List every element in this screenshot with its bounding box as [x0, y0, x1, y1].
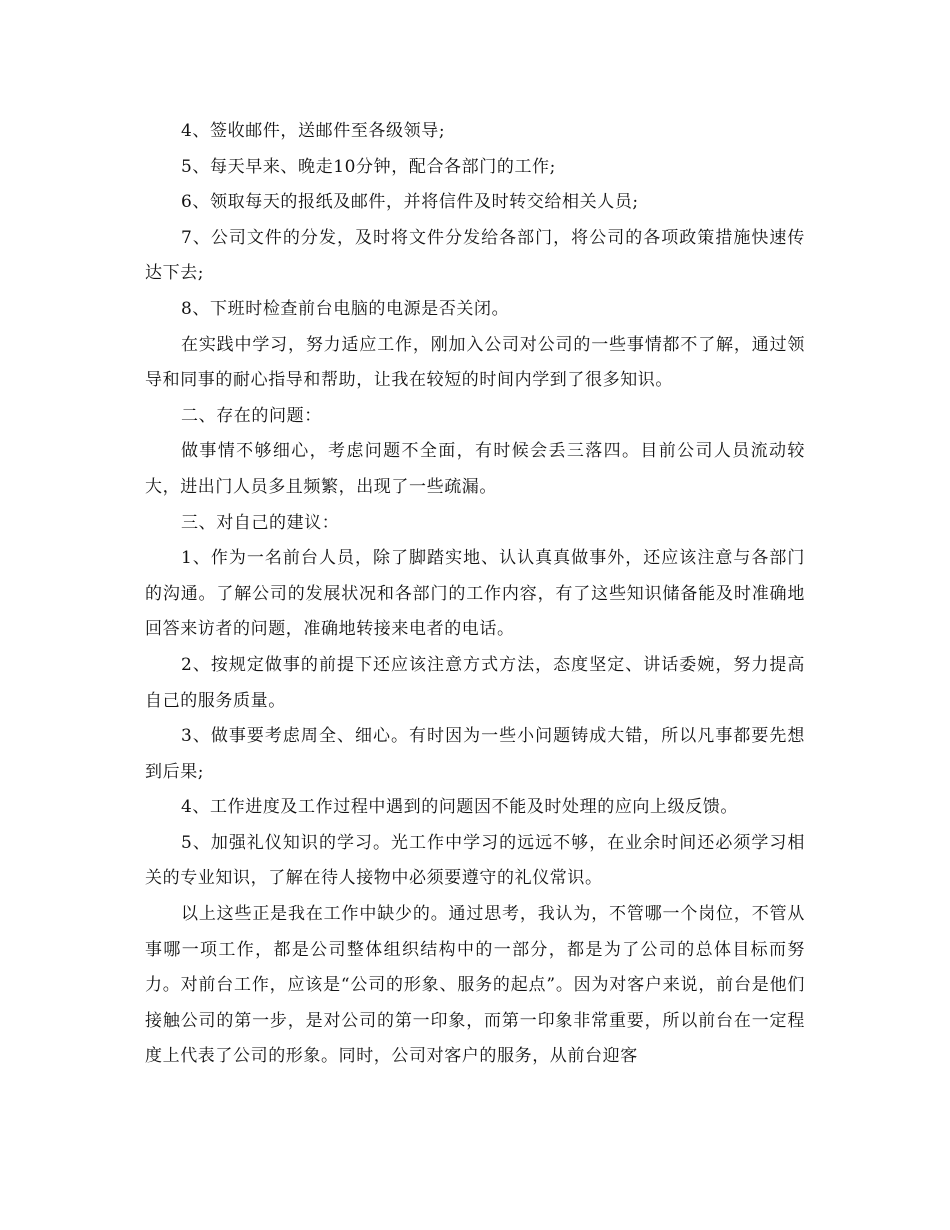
paragraph-suggestion-2: 2、按规定做事的前提下还应该注意方式方法，态度坚定、讲话委婉，努力提高自己的服务质量。: [145, 654, 805, 711]
paragraph-task-4: 4、签收邮件，送邮件至各级领导;: [181, 121, 446, 141]
paragraph-task-6: 6、领取每天的报纸及邮件，并将信件及时转交给相关人员;: [181, 192, 639, 213]
paragraph-suggestion-5: 5、加强礼仪知识的学习。光工作中学习的远远不够，在业余时间还必须学习相关的专业知识，了解在待人接物中必须要遵守的礼仪常识。: [145, 832, 805, 889]
paragraph-task-5: 5、每天早来、晚走10分钟，配合各部门的工作;: [181, 156, 556, 177]
paragraph-problems: 做事情不够细心，考虑问题不全面，有时候会丢三落四。目前公司人员流动较大，进出门人员多且频繁，出现了一些疏漏。: [145, 441, 805, 497]
paragraph-task-7: 7、公司文件的分发，及时将文件分发给各部门，将公司的各项政策措施快速传达下去;: [145, 227, 805, 284]
paragraph-task-8: 8、下班时检查前台电脑的电源是否关闭。: [181, 298, 510, 319]
section-heading-suggestions: 三、对自己的建议：: [181, 512, 340, 533]
paragraph-suggestion-3: 3、做事要考虑周全、细心。有时因为一些小问题铸成大错，所以凡事都要先想到后果;: [145, 726, 805, 782]
paragraph-conclusion: 以上这些正是我在工作中缺少的。通过思考，我认为，不管哪一个岗位，不管从事哪一项工作，都是公司整体组织结构中的一部分，都是为了公司的总体目标而努力。对前台工作，应该是“公司的形象、服务的起点”。因为对客户来说，前台是他们接触公司的第一步，是对公司的第一印象，而第一印象非常重要，所以前台在一定程度上代表了公司的形象。同时，公司对客户的服务，从前台迎客: [145, 904, 805, 1067]
paragraph-suggestion-4: 4、工作进度及工作过程中遇到的问题因不能及时处理的应向上级反馈。: [181, 797, 739, 818]
section-heading-problems: 二、存在的问题：: [181, 405, 322, 426]
document-body: [145, 114, 805, 1075]
paragraph-suggestion-1: 1、作为一名前台人员，除了脚踏实地、认认真真做事外，还应该注意与各部门的沟通。了解公司的发展状况和各部门的工作内容，有了这些知识储备能及时准确地回答来访者的问题，准确地转接来电者的电话。: [145, 548, 805, 640]
paragraph-learning: 在实践中学习，努力适应工作，刚加入公司对公司的一些事情都不了解，通过领导和同事的耐心指导和帮助，让我在较短的时间内学到了很多知识。: [145, 334, 805, 391]
